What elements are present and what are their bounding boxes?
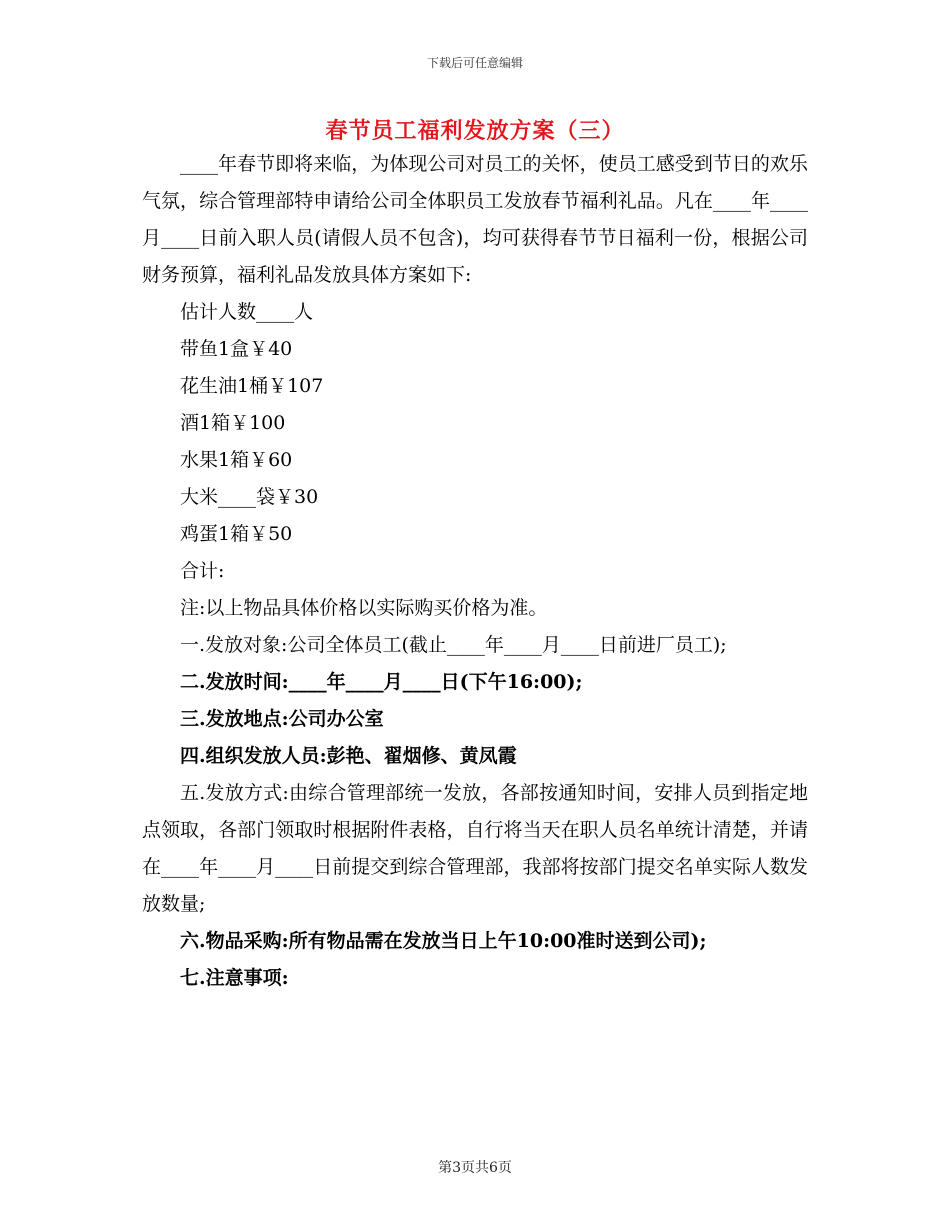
item-fruit: 水果1箱￥60 <box>180 449 293 471</box>
intro-paragraph: ____年春节即将来临，为体现公司对员工的关怀，使员工感受到节日的欢乐气氛，综合管理部特申请给公司全体职员工发放春节福利礼品。凡在____年____月____日前入职人员(请假人员不包含)，均可获得春节节日福利一份，根据公司财务预算，福利礼品发放具体方案如下: <box>142 153 808 286</box>
section-staff: 四.组织发放人员:彭艳、翟烟修、黄凤霞 <box>180 745 517 767</box>
section-method: 五.发放方式:由综合管理部统一发放，各部按通知时间，安排人员到指定地点领取，各部门领取时根据附件表格，自行将当天在职人员名单统计清楚，并请在____年____月____日前提交到综合管理部，我部将按部门提交名单实际人数发放数量; <box>142 782 808 915</box>
page-header: 下载后可任意编辑 <box>426 56 523 70</box>
section-recipients: 一.发放对象:公司全体员工(截止____年____月____日前进厂员工); <box>180 634 727 656</box>
item-headcount: 估计人数____人 <box>180 301 314 323</box>
item-oil: 花生油1桶￥107 <box>180 375 324 397</box>
item-eggs: 鸡蛋1箱￥50 <box>180 523 293 545</box>
section-location: 三.发放地点:公司办公室 <box>180 708 384 730</box>
document-title: 春节员工福利发放方案（三） <box>325 118 625 144</box>
section-procurement: 六.物品采购:所有物品需在发放当日上午10:00准时送到公司); <box>180 930 707 952</box>
item-rice: 大米____袋￥30 <box>180 486 319 508</box>
section-notes: 七.注意事项: <box>180 967 289 989</box>
page-footer: 第3页共6页 <box>438 1160 512 1176</box>
item-wine: 酒1箱￥100 <box>180 412 286 434</box>
document-body <box>142 146 808 997</box>
section-time: 二.发放时间:____年____月____日(下午16:00); <box>180 671 583 693</box>
price-note: 注:以上物品具体价格以实际购买价格为准。 <box>180 597 548 619</box>
item-total: 合计: <box>180 560 225 582</box>
item-fish: 带鱼1盒￥40 <box>180 338 293 360</box>
